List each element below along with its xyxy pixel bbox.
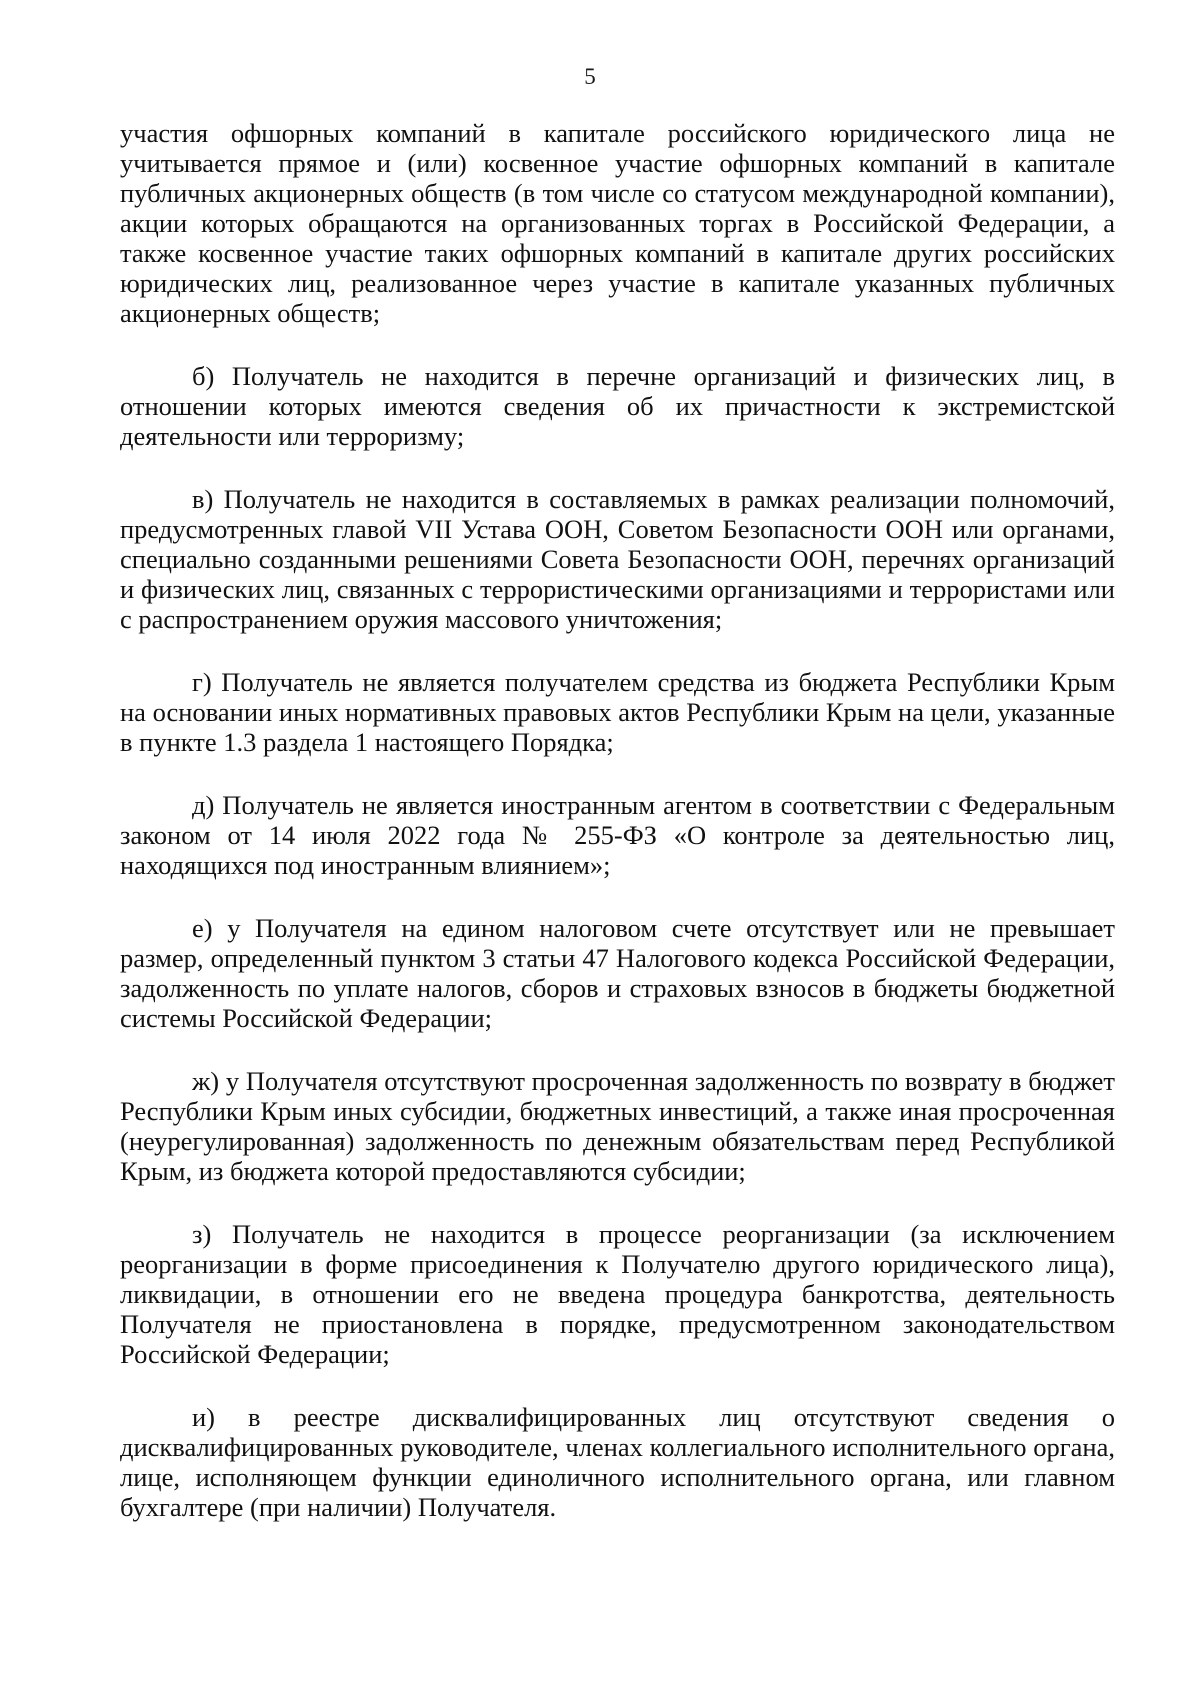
paragraph-d: д) Получатель не является иностранным агентом в соответствии с Федеральным законом от 14 июля 2022 года № 255-ФЗ «О контроле за деятельностью лиц, находящихся под иностранным влиянием»;: [120, 790, 1115, 880]
paragraph-zh: ж) у Получателя отсутствуют просроченная задолженность по возврату в бюджет Республики Крым иных субсидии, бюджетных инвестиций, а также иная просроченная (неурегулированная) задолженность по денежным обязательствам перед Республикой Крым, из бюджета которой предоставляются субсидии;: [120, 1066, 1115, 1186]
paragraph-continuation: участия офшорных компаний в капитале российского юридического лица не учитывается прямое и (или) косвенное участие офшорных компаний в капитале публичных акционерных обществ (в том числе со статусом международной компании), акции которых обращаются на организованных торгах в Российской Федерации, а также косвенное участие таких офшорных компаний в капитале других российских юридических лиц, реализованное через участие в капитале указанных публичных акционерных обществ;: [120, 118, 1115, 328]
page-number: 5: [584, 64, 596, 89]
paragraph-i: и) в реестре дисквалифицированных лиц отсутствуют сведения о дисквалифицированных руководителе, членах коллегиального исполнительного органа, лице, исполняющем функции единоличного исполнительного органа, или главном бухгалтере (при наличии) Получателя.: [120, 1402, 1115, 1522]
paragraph-e: е) у Получателя на едином налоговом счете отсутствует или не превышает размер, определенный пунктом 3 статьи 47 Налогового кодекса Российской Федерации, задолженность по уплате налогов, сборов и страховых взносов в бюджеты бюджетной системы Российской Федерации;: [120, 913, 1115, 1033]
paragraph-z: з) Получатель не находится в процессе реорганизации (за исключением реорганизации в форме присоединения к Получателю другого юридического лица), ликвидации, в отношении его не введена процедура банкротства, деятельность Получателя не приостановлена в порядке, предусмотренном законодательством Российской Федерации;: [120, 1219, 1115, 1369]
paragraph-b: б) Получатель не находится в перечне организаций и физических лиц, в отношении которых имеются сведения об их причастности к экстремистской деятельности или терроризму;: [120, 361, 1115, 451]
paragraph-v: в) Получатель не находится в составляемых в рамках реализации полномочий, предусмотренных главой VII Устава ООН, Советом Безопасности ООН или органами, специально созданными решениями Совета Безопасности ООН, перечнях организаций и физических лиц, связанных с террористическими организациями и террористами или с распространением оружия массового уничтожения;: [120, 484, 1115, 634]
document-body: [120, 118, 1115, 1555]
paragraph-g: г) Получатель не является получателем средства из бюджета Республики Крым на основании иных нормативных правовых актов Республики Крым на цели, указанные в пункте 1.3 раздела 1 настоящего Порядка;: [120, 667, 1115, 757]
